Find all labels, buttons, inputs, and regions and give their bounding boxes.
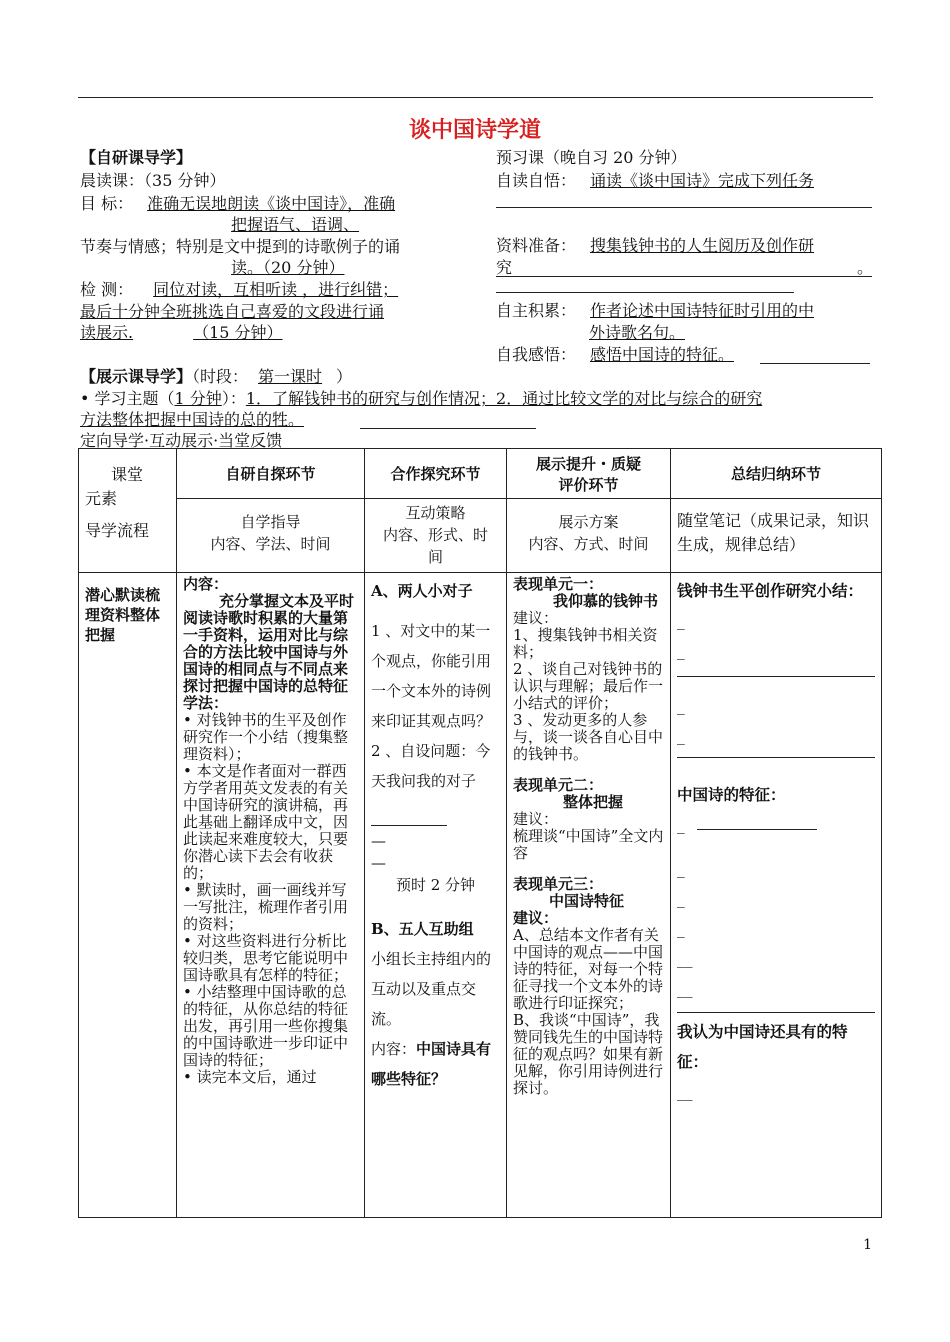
c1-method-1: • 对钱钟书的生平及创作研究作一个小结（搜集整理资料）； [183, 711, 349, 763]
goal-text-2: 把握语气、语调、 [231, 215, 360, 234]
self-read-line [496, 170, 814, 192]
check-text-2: 最后十分钟全班挑选自己喜爱的文段进行诵 [80, 302, 385, 321]
c1-content: 充分掌握文本及平时阅读诗歌时积累的大量第一手资料，运用对比与综合的方法比较中国诗与外国诗的相同点与不同点来探讨把握中国诗的总特征 [183, 592, 355, 695]
c1-method-4: • 对这些资料进行分析比较归类，思考它能说明中国诗歌具有怎样的特征； [183, 932, 349, 984]
c2-pair-2: 2 、自设问题：今天我问我的对子 [371, 742, 491, 790]
material-label: 资料准备： [496, 236, 577, 255]
accumulate-line-1 [496, 300, 814, 322]
header-summary: 总结归纳环节 [671, 449, 882, 499]
feel-line [496, 344, 734, 366]
sub-display-1: 展示方案 [558, 513, 619, 531]
c3-unit1-1: 1、搜集钱钟书相关资料； [513, 626, 658, 661]
header-display [507, 449, 671, 499]
c4-rule-2 [677, 751, 875, 758]
c1-method-label: 学法： [183, 694, 229, 712]
c1-method-3: • 默读时，画一画线并写一写批注，梳理作者引用的资料； [183, 881, 349, 933]
corner-mid: 元素 [85, 489, 118, 508]
preview-class: 预习课（晚自习 20 分钟） [496, 148, 687, 167]
self-read-answer-line [496, 207, 872, 208]
c3-unit3-1: A、总结本文作者有关中国诗的观点——中国诗的特征，对每一个特征寻找一个文本外的诗歌进行印证探究； [513, 926, 664, 1012]
c2-group: B、五人互助组 [371, 920, 474, 938]
c4-blank-a: _ [677, 612, 685, 630]
c2-blank-2: — [371, 854, 386, 872]
c2-group-content-label: 内容： [371, 1040, 417, 1058]
header-rule [78, 97, 873, 98]
goal-text-3: 节奏与情感；特别是文中提到的诗歌例子的诵 [80, 237, 401, 256]
material-text-2: 究 [496, 258, 513, 277]
feel-text: 感悟中国诗的特征。 [590, 345, 735, 364]
c3-unit1-3: 3 、发动更多的人参与，谈一谈各自心目中的钱钟书。 [513, 711, 664, 763]
check-text-3: 读展示. [80, 323, 134, 342]
goal-text-1: 准确无误地朗读《谈中国诗》，准确 [147, 194, 396, 213]
accumulate-text-2: 外诗歌名句。 [589, 323, 686, 342]
corner-top: 课堂 [111, 465, 144, 484]
header-display-line2: 评价环节 [558, 475, 619, 494]
c3-unit2-1: 梳理谈“中国诗”全文内容 [513, 827, 664, 862]
c2-pair-1: 1 、对文中的某一个观点，你能引用一个文本外的诗例来印证其观点吗？ [371, 622, 492, 730]
material-answer-line-2 [496, 292, 794, 293]
sub-self-study-2: 内容、学法、时间 [210, 535, 331, 553]
c1-method-5: • 小结整理中国诗歌的总的特征，从你总结的特征出发，再引用一些你搜集的中国诗歌进一步印证中国诗的特征； [183, 983, 349, 1069]
cooperate-cell [365, 573, 507, 1218]
c3-unit3-title: 中国诗特征 [549, 892, 625, 910]
morning-time: （35 分钟） [144, 171, 226, 190]
c4-blank-f: _ [677, 860, 685, 878]
c4-rule-3 [677, 1004, 875, 1013]
display-cell [507, 573, 671, 1218]
sub-summary: 随堂笔记（成果记录，知识生成，规律总结） [671, 499, 882, 573]
sub-display-2: 内容、方式、时间 [528, 535, 649, 553]
c3-unit2-label: 表现单元二： [513, 776, 604, 794]
c4-blank-e: _ [677, 810, 875, 840]
morning-label: 晨读课： [80, 171, 145, 190]
c2-blank-1: — [371, 832, 386, 850]
header-self-study: 自研自探环节 [177, 449, 365, 499]
goal-line-1 [80, 193, 395, 215]
c3-unit2-advice: 建议： [513, 810, 559, 828]
check-line-1 [80, 279, 398, 301]
c2-pair-2-wrap [371, 736, 500, 826]
topic-tail-line [360, 428, 536, 429]
material-text-1: 搜集钱钟书的人生阅历及创作研 [590, 236, 815, 255]
c3-unit1-2: 2 、谈自己对钱钟书的认识与理解；最后作一小结式的评价； [513, 660, 664, 712]
material-answer-line [496, 276, 872, 277]
goal-text-4: 读。（20 分钟） [231, 258, 345, 277]
guide-line: 定向导学·互动展示·当堂反馈 [80, 431, 283, 450]
period-end: ） [336, 367, 353, 386]
c4-blank-b: _ [677, 642, 685, 660]
sub-cooperate-2: 内容、形式、时 [382, 526, 488, 544]
sub-self-study-1: 自学指导 [240, 513, 301, 531]
table-subheader-row [79, 499, 882, 573]
display-heading-line [80, 366, 352, 388]
sub-cooperate [365, 499, 507, 573]
c1-method-2: • 本文是作者面对一群西方学者用英文发表的有关中国诗研究的演讲稿，再此基础上翻译成中文，因此读起来难度较大，只要你潜心读下去会有收获的； [183, 762, 349, 882]
morning-reading [80, 170, 225, 192]
c3-unit1-title: 我仰慕的钱钟书 [553, 592, 659, 610]
c2-time: 预时 2 分钟 [395, 876, 476, 894]
check-label: 检 测： [80, 280, 134, 299]
c1-content-label: 内容： [183, 575, 229, 593]
accumulate-label: 自主积累： [496, 301, 577, 320]
material-end: 。 [857, 258, 874, 277]
display-heading: 【展示课导学】 [80, 367, 193, 386]
corner-cell [79, 449, 177, 573]
corner-bottom: 导学流程 [85, 521, 150, 540]
c2-group-1: 小组长主持组内的互动以及重点交流。 [371, 950, 492, 1028]
c2-pair: A、两人小对子 [371, 582, 473, 600]
page-number: 1 [863, 1237, 872, 1253]
sub-display [507, 499, 671, 573]
check-time: （15 分钟） [193, 323, 283, 342]
c4-blank-i: __ [677, 950, 693, 968]
c4-features: 中国诗的特征： [677, 785, 786, 804]
c4-blank-k: __ [677, 1083, 693, 1101]
sub-cooperate-1: 互动策略 [405, 504, 466, 522]
check-text-1: 同位对读，互相听读 ，进行纠错； [153, 280, 399, 299]
table-body-row [79, 573, 882, 1218]
check-line-3 [80, 322, 283, 344]
self-study-cell [177, 573, 365, 1218]
topic-prefix: • 学习主题（ [80, 389, 175, 408]
topic-text-1: 1．了解钱钟书的研究与创作情况；2．通过比较文学的对比与综合的研究 [245, 389, 763, 408]
header-cooperate: 合作探究环节 [365, 449, 507, 499]
page-title: 谈中国诗学道 [408, 118, 541, 143]
self-read-text: 诵读《谈中国诗》完成下列任务 [590, 171, 815, 190]
feel-label: 自我感悟： [496, 345, 577, 364]
topic-mid: ）： [221, 389, 246, 408]
c4-blank-j: __ [677, 980, 693, 998]
c3-unit1-advice: 建议： [513, 609, 559, 627]
topic-minutes: 1 分钟 [174, 389, 222, 408]
c4-blank-g: _ [677, 890, 685, 908]
c4-qian-summary: 钱钟书生平创作研究小结： [677, 581, 864, 600]
period-value: 第一课时 [258, 367, 323, 386]
c2-group-content-text: 中国诗具有哪些特征？ [371, 1040, 492, 1088]
topic-text-2: 方法整体把握中国诗的总的牲。 [80, 410, 305, 429]
row-label: 潜心默读梳理资料整体把握 [79, 573, 177, 1218]
topic-line-1 [80, 388, 762, 410]
c3-unit3-label: 表现单元三： [513, 875, 604, 893]
c3-unit2-title: 整体把握 [563, 793, 624, 811]
guide-table [78, 448, 882, 1218]
self-read-label: 自读自悟： [496, 171, 577, 190]
material-line-1 [496, 235, 814, 257]
c4-rule-1 [677, 666, 875, 677]
c4-blank-d: _ [677, 727, 685, 745]
table-header-row [79, 449, 882, 499]
accumulate-text-1: 作者论述中国诗特征时引用的中 [590, 301, 815, 320]
goal-label: 目 标： [80, 194, 134, 213]
sub-cooperate-3: 间 [427, 548, 443, 566]
c4-more-features: 我认为中国诗还具有的特征： [677, 1022, 848, 1071]
header-display-line1: 展示提升・质疑 [535, 454, 641, 473]
sub-self-study [177, 499, 365, 573]
c1-method-6: • 读完本文后，通过 [183, 1068, 317, 1086]
section-self-study-heading: 【自研课导学】 [80, 148, 193, 167]
c4-blank-h: _ [677, 920, 685, 938]
feel-answer-line [760, 363, 870, 364]
summary-cell [671, 573, 882, 1218]
c2-group-content [371, 1034, 500, 1094]
c3-unit3-2: B、我谈“中国诗”，我赞同钱先生的中国诗特征的观点吗？如果有新见解，你引用诗例进行探讨。 [513, 1011, 664, 1097]
period-label: （时段： [192, 367, 249, 386]
c4-blank-c: _ [677, 697, 685, 715]
c3-unit1-label: 表现单元一： [513, 575, 604, 593]
c3-unit3-advice: 建议： [513, 909, 559, 927]
